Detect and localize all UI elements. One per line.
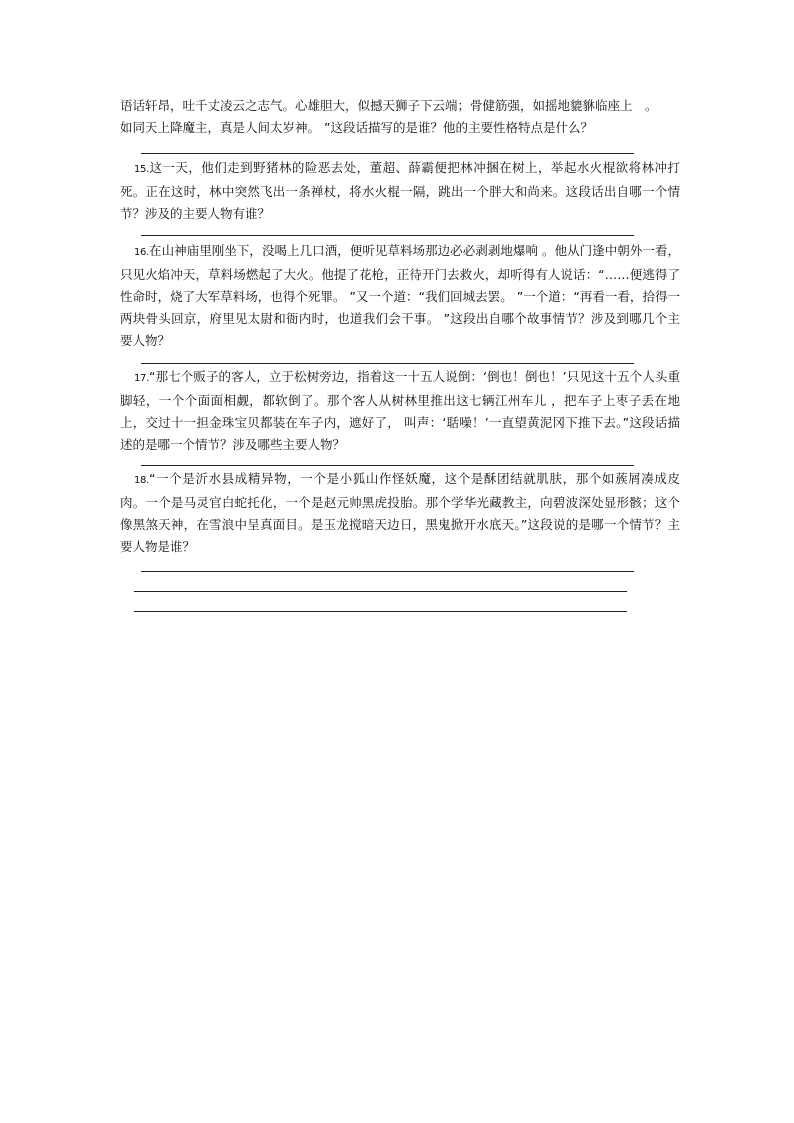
question-14-continuation: [120, 95, 680, 139]
answer-line: [141, 465, 634, 466]
answer-line: [134, 591, 627, 592]
question-14-line-2: 如同天上降魔主，真是人间太岁神。 ”这段话描写的是谁？他的主要性格特点是什么？: [120, 120, 593, 135]
question-text: 在山神庙里刚坐下，没喝上几口酒，便听见草料场那边必必剥剥地爆响 。他从门逢中朝外一看，只见火焰冲天，草料场燃起了大火。他提了花枪，正待开门去救火，却听得有人说话：“……便逃得了性命时，烧了大军草料场，也得个死罪。 ”又一个道：“我们回城去罢。 ”一个道：“再看一看，拾得一两块骨头回京，府里见太尉和衙内时，也道我们会干事。 ”这段出自哪个故事情节？涉及到哪几个主要人物？: [120, 243, 680, 348]
question-number: 15.: [134, 164, 150, 175]
question-number: 17.: [134, 373, 150, 384]
question-text: “一个是沂水县成精异物，一个是小狐山作怪妖魔，这个是酥团结就肌肤，那个如蔟屑凑成皮肉。一个是马灵官白蛇托化，一个是赵元帅黑虎投胎。那个学华光藏教主，向碧波深处显形骸；这个像黑煞天神，在雪浪中呈真面目。是玉龙搅暗天边日，黑鬼掀开水底天。”这段说的是哪一个情节？主要人物是谁？: [120, 471, 680, 554]
answer-line: [141, 363, 634, 364]
question-number: 18.: [134, 475, 150, 486]
question-16: [120, 240, 680, 352]
answer-line: [141, 153, 634, 154]
question-text: “那七个贩子的客人，立于松树旁边，指着这一十五人说倒：‘倒也！倒也！’只见这十五个人头重脚轻，一个个面面相觑，都软倒了。那个客人从树林里推出这七辆江州车儿 ，把车子上枣子丢在地上，交过十一担金珠宝贝都装在车子内，遮好了， 叫声：‘聒噪！’一直望黄泥冈下推下去。”这段话描述的是哪一个情节？涉及哪些主要人物？: [120, 369, 680, 452]
question-text: 这一天，他们走到野猪林的险恶去处，董超、薛霸便把林冲捆在树上，举起水火棍欲将林冲打死。正在这时，林中突然飞出一条禅杖，将水火棍一隔，跳出一个胖大和尚来。这段话出自哪一个情节？涉及的主要人物有谁？: [120, 160, 680, 221]
answer-line: [141, 235, 634, 236]
question-14-line-1: 语话轩昂，吐千丈凌云之志气。心雄胆大，似撼天狮子下云端；骨健筋强，如摇地貔貅临座上 。: [120, 98, 658, 113]
question-15: [120, 157, 680, 225]
question-17: [120, 366, 680, 456]
answer-line: [134, 611, 627, 612]
answer-line: [141, 571, 634, 572]
question-number: 16.: [134, 247, 150, 258]
question-18: [120, 468, 680, 558]
